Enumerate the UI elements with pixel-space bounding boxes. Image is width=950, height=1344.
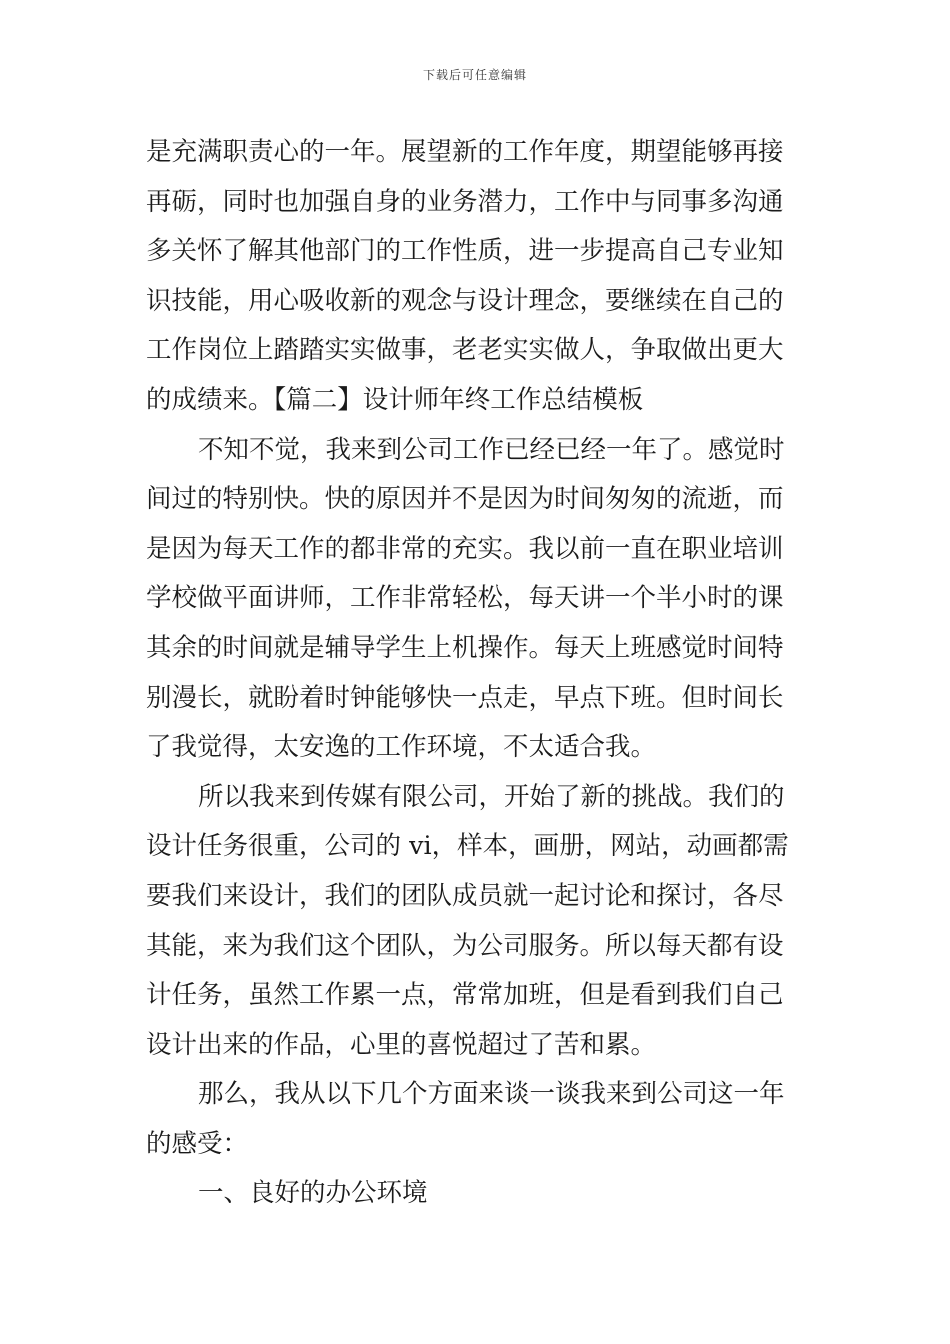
text-line: 其能，来为我们这个团队，为公司服务。所以每天都有设	[146, 930, 784, 961]
page-header-note: 下载后可任意编辑	[422, 68, 527, 82]
text-line: 多关怀了解其他部门的工作性质，进一步提高自己专业知	[146, 236, 784, 267]
text-line: 工作岗位上踏踏实实做事，老老实实做人，争取做出更大	[146, 335, 784, 366]
text-line: 间过的特别快。快的原因并不是因为时间匆匆的流逝，而	[146, 484, 784, 515]
paragraph-first-line: 那么，我从以下几个方面来谈一谈我来到公司这一年	[198, 1079, 785, 1110]
text-line: 识技能，用心吸收新的观念与设计理念，要继续在自己的	[146, 285, 784, 316]
document-body	[146, 128, 810, 1219]
paragraph-first-line: 所以我来到传媒有限公司，开始了新的挑战。我们的	[198, 781, 785, 812]
text-line: 要我们来设计，我们的团队成员就一起讨论和探讨，各尽	[146, 880, 784, 911]
text-line: 了我觉得，太安逸的工作环境，不太适合我。	[146, 732, 657, 763]
text-line: 计任务，虽然工作累一点，常常加班，但是看到我们自己	[146, 980, 784, 1011]
text-line: 是因为每天工作的都非常的充实。我以前一直在职业培训	[146, 533, 784, 564]
text-line: 其余的时间就是辅导学生上机操作。每天上班感觉时间特	[146, 632, 784, 663]
section-heading-line: 的成绩来。【篇二】设计师年终工作总结模板	[146, 384, 644, 415]
text-line: 设计出来的作品，心里的喜悦超过了苦和累。	[146, 1029, 657, 1060]
paragraph-first-line: 不知不觉，我来到公司工作已经已经一年了。感觉时	[198, 434, 785, 465]
text-line: 是充满职责心的一年。展望新的工作年度，期望能够再接	[146, 137, 784, 167]
text-line: 别漫长，就盼着时钟能够快一点走，早点下班。但时间长	[146, 682, 784, 713]
text-line: 学校做平面讲师，工作非常轻松，每天讲一个半小时的课	[146, 583, 784, 614]
text-line: 设计任务很重，公司的 vi，样本，画册，网站，动画都需	[146, 831, 789, 862]
text-line: 再砺，同时也加强自身的业务潜力，工作中与同事多沟通	[146, 186, 784, 217]
text-line: 的感受：	[146, 1128, 249, 1159]
subsection-heading: 一、良好的办公环境	[198, 1178, 428, 1209]
